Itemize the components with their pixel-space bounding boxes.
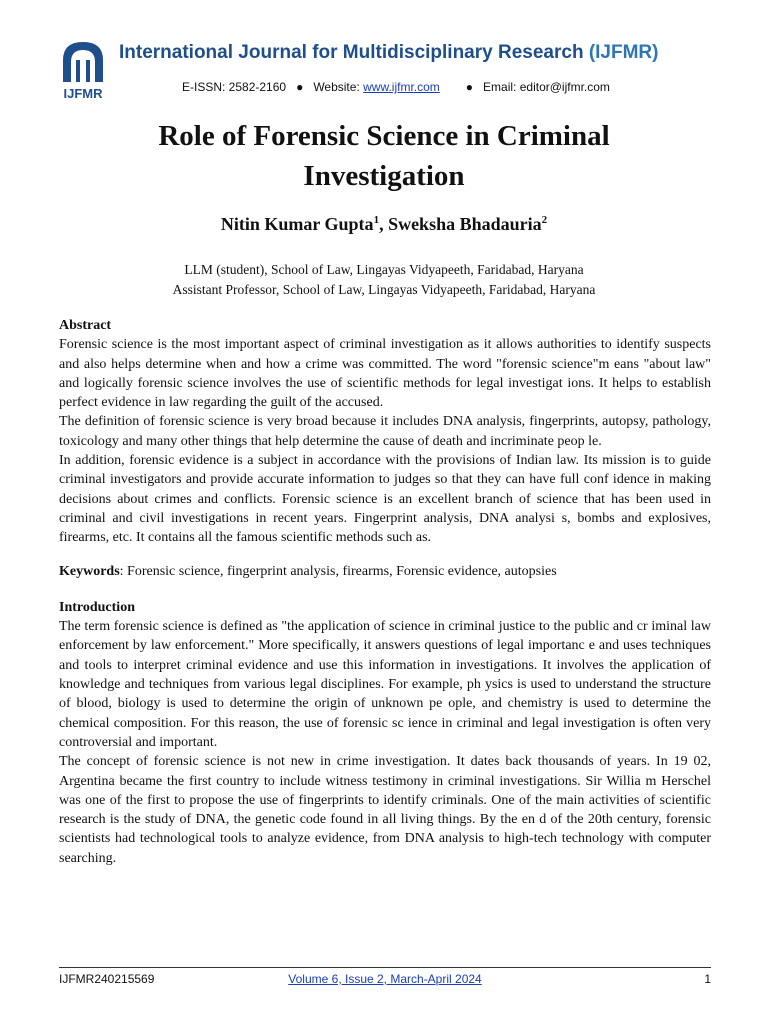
journal-meta — [182, 80, 610, 94]
footer-divider — [59, 967, 711, 968]
introduction-paragraph-2: The concept of forensic science is not new in crime investigation. It dates back thousands of years. In 19 02, Argentina became the first country to include witness testimony in criminal investigations. Sir Willia m Herschel was one of the first to propose the use of fingerprints to identify criminals. One of the main activities of scientific research is the study of DNA, the genetic code found in all living things. By the en d of the 20th century, forensic scientists had technological tools to analyze evidence, from DNA analysis to high-tech technology with computer searching. — [59, 754, 711, 866]
introduction-heading: Introduction — [59, 599, 135, 615]
keywords-label: Keywords — [59, 563, 120, 579]
spacer — [59, 581, 711, 598]
affiliation-2: Assistant Professor, School of Law, Lingayas Vidyapeeth, Faridabad, Haryana — [172, 282, 596, 297]
paper-title: Role of Forensic Science in Criminal Investigation — [158, 120, 610, 192]
journal-header — [0, 0, 768, 110]
journal-title — [119, 42, 759, 64]
affiliation-1: LLM (student), School of Law, Lingayas Vidyapeeth, Faridabad, Haryana — [184, 262, 584, 277]
bullet-2: ● — [465, 80, 474, 94]
journal-name: International Journal for Multidisciplinary Research — [119, 42, 584, 63]
author-2: Sweksha Bhadauria — [388, 214, 542, 234]
spacer — [59, 548, 711, 562]
authors — [84, 214, 684, 235]
abstract-paragraph-2: The definition of forensic science is very broad because it includes DNA analysis, fingerprints, autopsy, pathology, toxicology and many other things that help determine the cause of death and incriminate peop le. — [59, 414, 711, 449]
keywords-text: : Forensic science, fingerprint analysis, firearms, Forensic evidence, autopsies — [119, 563, 557, 579]
keywords — [59, 562, 711, 581]
email: Email: editor@ijfmr.com — [483, 80, 610, 94]
author-2-sup: 2 — [541, 214, 548, 226]
introduction-paragraph-1: The term forensic science is defined as "the application of science in criminal justice to the public and cr iminal law enforcement by law enforcement." More specifically, it answers questions of legal importanc e and uses techniques and tools to interpret criminal evidence and use this information in investigations. It involves the application of knowledge and techniques from various legal disciplines. For example, ph ysics is used to understand the structure of blood, biology is used to determine the origin of unknown pe ople, and chemistry is used to determine the chemical composition. For this reason, the use of forensic sc ience in criminal and legal investigation is often very controversial and important. — [59, 619, 711, 750]
ijfmr-logo — [59, 38, 107, 100]
author-separator: , — [379, 214, 389, 234]
journal-abbr: (IJFMR) — [588, 42, 659, 63]
volume-info[interactable]: Volume 6, Issue 2, March-April 2024 — [288, 972, 482, 986]
eissn: E-ISSN: 2582-2160 — [182, 80, 287, 94]
abstract-paragraph-1: Forensic science is the most important aspect of criminal investigation as it allows authorities to identify suspects and also helps determine when and how a crime was committed. The word "forensic science"m eans "about law" and logically forensic science involves the use of scientific methods for legal investigat ions. It helps to establish perfect evidence in law regarding the guilt of the accused. — [59, 337, 711, 411]
author-1: Nitin Kumar Gupta — [220, 214, 374, 234]
bullet-1: ● — [296, 80, 304, 94]
affiliations — [84, 260, 684, 300]
website-link[interactable]: www.ijfmr.com — [363, 80, 440, 94]
page-number: 1 — [704, 972, 711, 986]
author-1-sup: 1 — [373, 214, 380, 226]
abstract-paragraph-3: In addition, forensic evidence is a subject in accordance with the provisions of Indian law. Its mission is to guide criminal investigators and provide accurate information to judges so that they can have full conf idence in making decisions about crimes and conflicts. Forensic science is an excellent branch of science that has been used in criminal and civil investigations in recent years. Fingerprint analysis, DNA analysi s, bombs and explosives, firearms, etc. It contains all the famous scientific methods such as. — [59, 453, 711, 546]
paper-body — [59, 316, 711, 868]
website-label: Website: — [313, 80, 364, 94]
paper-id: IJFMR240215569 — [59, 972, 155, 986]
logo-text: IJFMR — [63, 86, 103, 100]
page-footer — [59, 972, 711, 988]
abstract-heading: Abstract — [59, 318, 112, 333]
volume-info-wrap — [59, 972, 711, 986]
